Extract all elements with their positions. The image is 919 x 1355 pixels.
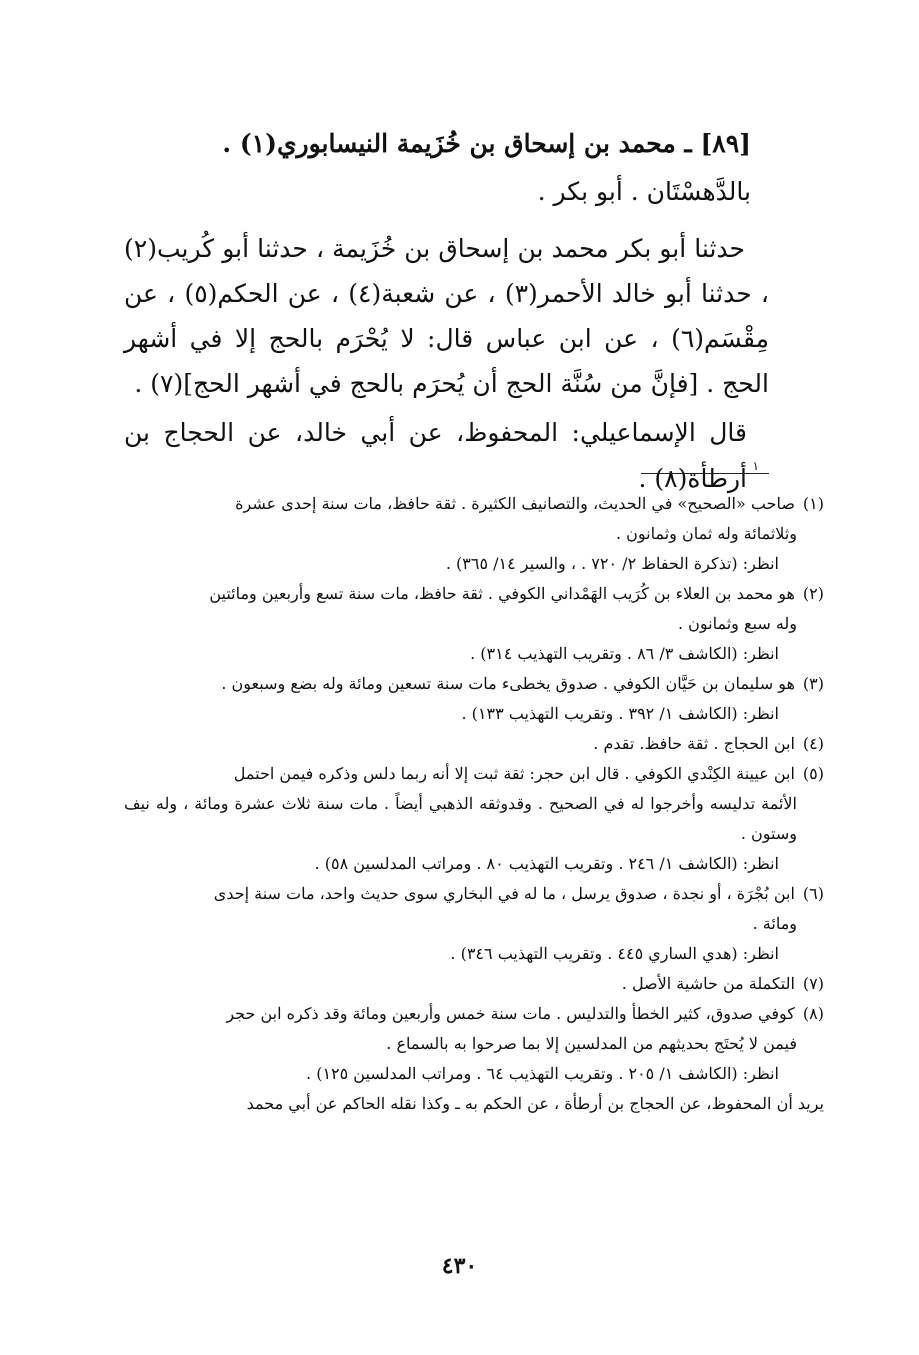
footnote-reference: انظر: (الكاشف ١/ ٢٤٦ . وتقريب التهذيب ٨٠ . ومراتب المدلسين ٥٨) .: [314, 854, 779, 873]
footnote-reference: انظر: (تذكرة الحفاظ ٢/ ٧٢٠ . ، والسير ١٤/ ٣٦٥) .: [445, 554, 779, 573]
footnote-8: [124, 999, 824, 1089]
footnote-continuation: الأئمة تدليسه وأخرجوا له في الصحيح . وقدوثقه الذهبي أيضاً . مات سنة ثلاث عشرة ومائة ، وله نيف وستون .: [124, 794, 797, 843]
separator-mark: ١: [752, 459, 759, 473]
main-text: [124, 122, 769, 502]
footnotes: [124, 489, 824, 1119]
footnote-continuation: فيمن لا يُحتَج بحديثهم من المدلسين إلا بما صرحوا به بالسماع .: [386, 1034, 797, 1053]
footnote-number: (٧): [802, 974, 824, 993]
footnote-number: (٦): [802, 884, 824, 903]
entry-heading: [٨٩] ـ محمد بن إسحاق بن خُزَيمة النيسابوري(١) .: [222, 129, 751, 158]
footnote-reference: انظر: (الكاشف ١/ ٢٠٥ . وتقريب التهذيب ٦٤ . ومراتب المدلسين ١٢٥) .: [306, 1064, 779, 1083]
footnote-text: ابن بُجْرَة ، أو نجدة ، صدوق يرسل ، ما له في البخاري سوى حديث واحد، مات سنة إحدى: [213, 884, 795, 903]
footnote-reference: انظر: (هدي الساري ٤٤٥ . وتقريب التهذيب ٣٤٦) .: [450, 944, 779, 963]
footnote-4: [124, 729, 824, 759]
footnote-5: [124, 759, 824, 879]
footnote-number: (٨): [802, 1004, 824, 1023]
footnote-7: [124, 969, 824, 999]
footnote-text: كوفي صدوق، كثير الخطأ والتدليس . مات سنة خمس وأربعين ومائة وقد ذكره ابن حجر: [226, 1004, 795, 1023]
footnote-reference: انظر: (الكاشف ١/ ٣٩٢ . وتقريب التهذيب ١٣٣) .: [461, 704, 779, 723]
hadith-text: حدثنا أبو بكر محمد بن إسحاق بن خُزَيمة ، حدثنا أبو كُريب(٢) ، حدثنا أبو خالد الأحمر(٣) ، عن شعبة(٤) ، عن الحكم(٥) ، عن مِقْسَم(٦) ، عن ابن عباس قال: لا يُحْرَم بالحج إلا في أشهر الحج . [فإنَّ من سُنَّة الحج أن يُحرَم بالحج في أشهر الحج](٧) .: [124, 234, 769, 398]
footnote-text: هو سليمان بن حَيَّان الكوفي . صدوق يخطىء مات سنة تسعين ومائة وله بضع وسبعون .: [221, 674, 795, 693]
footnote-text: ابن عيينة الكِنْدي الكوفي . قال ابن حجر: ثقة ثبت إلا أنه ربما دلس وذكره فيمن احتمل: [233, 764, 795, 783]
place-line: بالدَّهسْتَان . أبو بكر .: [537, 177, 751, 206]
footnote-continuation: وثلاثمائة وله ثمان وثمانون .: [615, 524, 797, 543]
footnote-number: (٢): [802, 584, 824, 603]
footnote-text: صاحب «الصحيح» في الحديث، والتصانيف الكثيرة . ثقة حافظ، مات سنة إحدى عشرة: [235, 494, 795, 513]
footnote-3: [124, 669, 824, 729]
footnote-continuation: وله سبع وثمانون .: [677, 614, 797, 633]
footnote-1: [124, 489, 824, 579]
footnote-number: (٤): [802, 734, 824, 753]
footnote-text: التكملة من حاشية الأصل .: [621, 974, 795, 993]
footnote-separator: [641, 473, 769, 474]
trailing-note: يريد أن المحفوظ، عن الحجاج بن أرطأة ، عن الحكم به ـ وكذا نقله الحاكم عن أبي محمد: [246, 1094, 824, 1113]
footnote-number: (١): [802, 494, 824, 513]
footnote-text: هو محمد بن العلاء بن كُرَيب الهَمْداني الكوفي . ثقة حافظ، مات سنة تسع وأربعين ومائتين: [209, 584, 795, 603]
footnote-number: (٥): [802, 764, 824, 783]
page-number: ٤٣٠: [441, 1253, 478, 1279]
footnote-6: [124, 879, 824, 969]
footnote-text: ابن الحجاج . ثقة حافظ. تقدم .: [593, 734, 795, 753]
footnote-reference: انظر: (الكاشف ٣/ ٨٦ . وتقريب التهذيب ٣١٤) .: [470, 644, 779, 663]
ismaili-comment: قال الإسماعيلي: المحفوظ، عن أبي خالد، عن الحجاج بن أرطأة(٨) .: [124, 418, 747, 493]
footnote-2: [124, 579, 824, 669]
footnote-number: (٣): [802, 674, 824, 693]
footnote-continuation: ومائة .: [752, 914, 797, 933]
